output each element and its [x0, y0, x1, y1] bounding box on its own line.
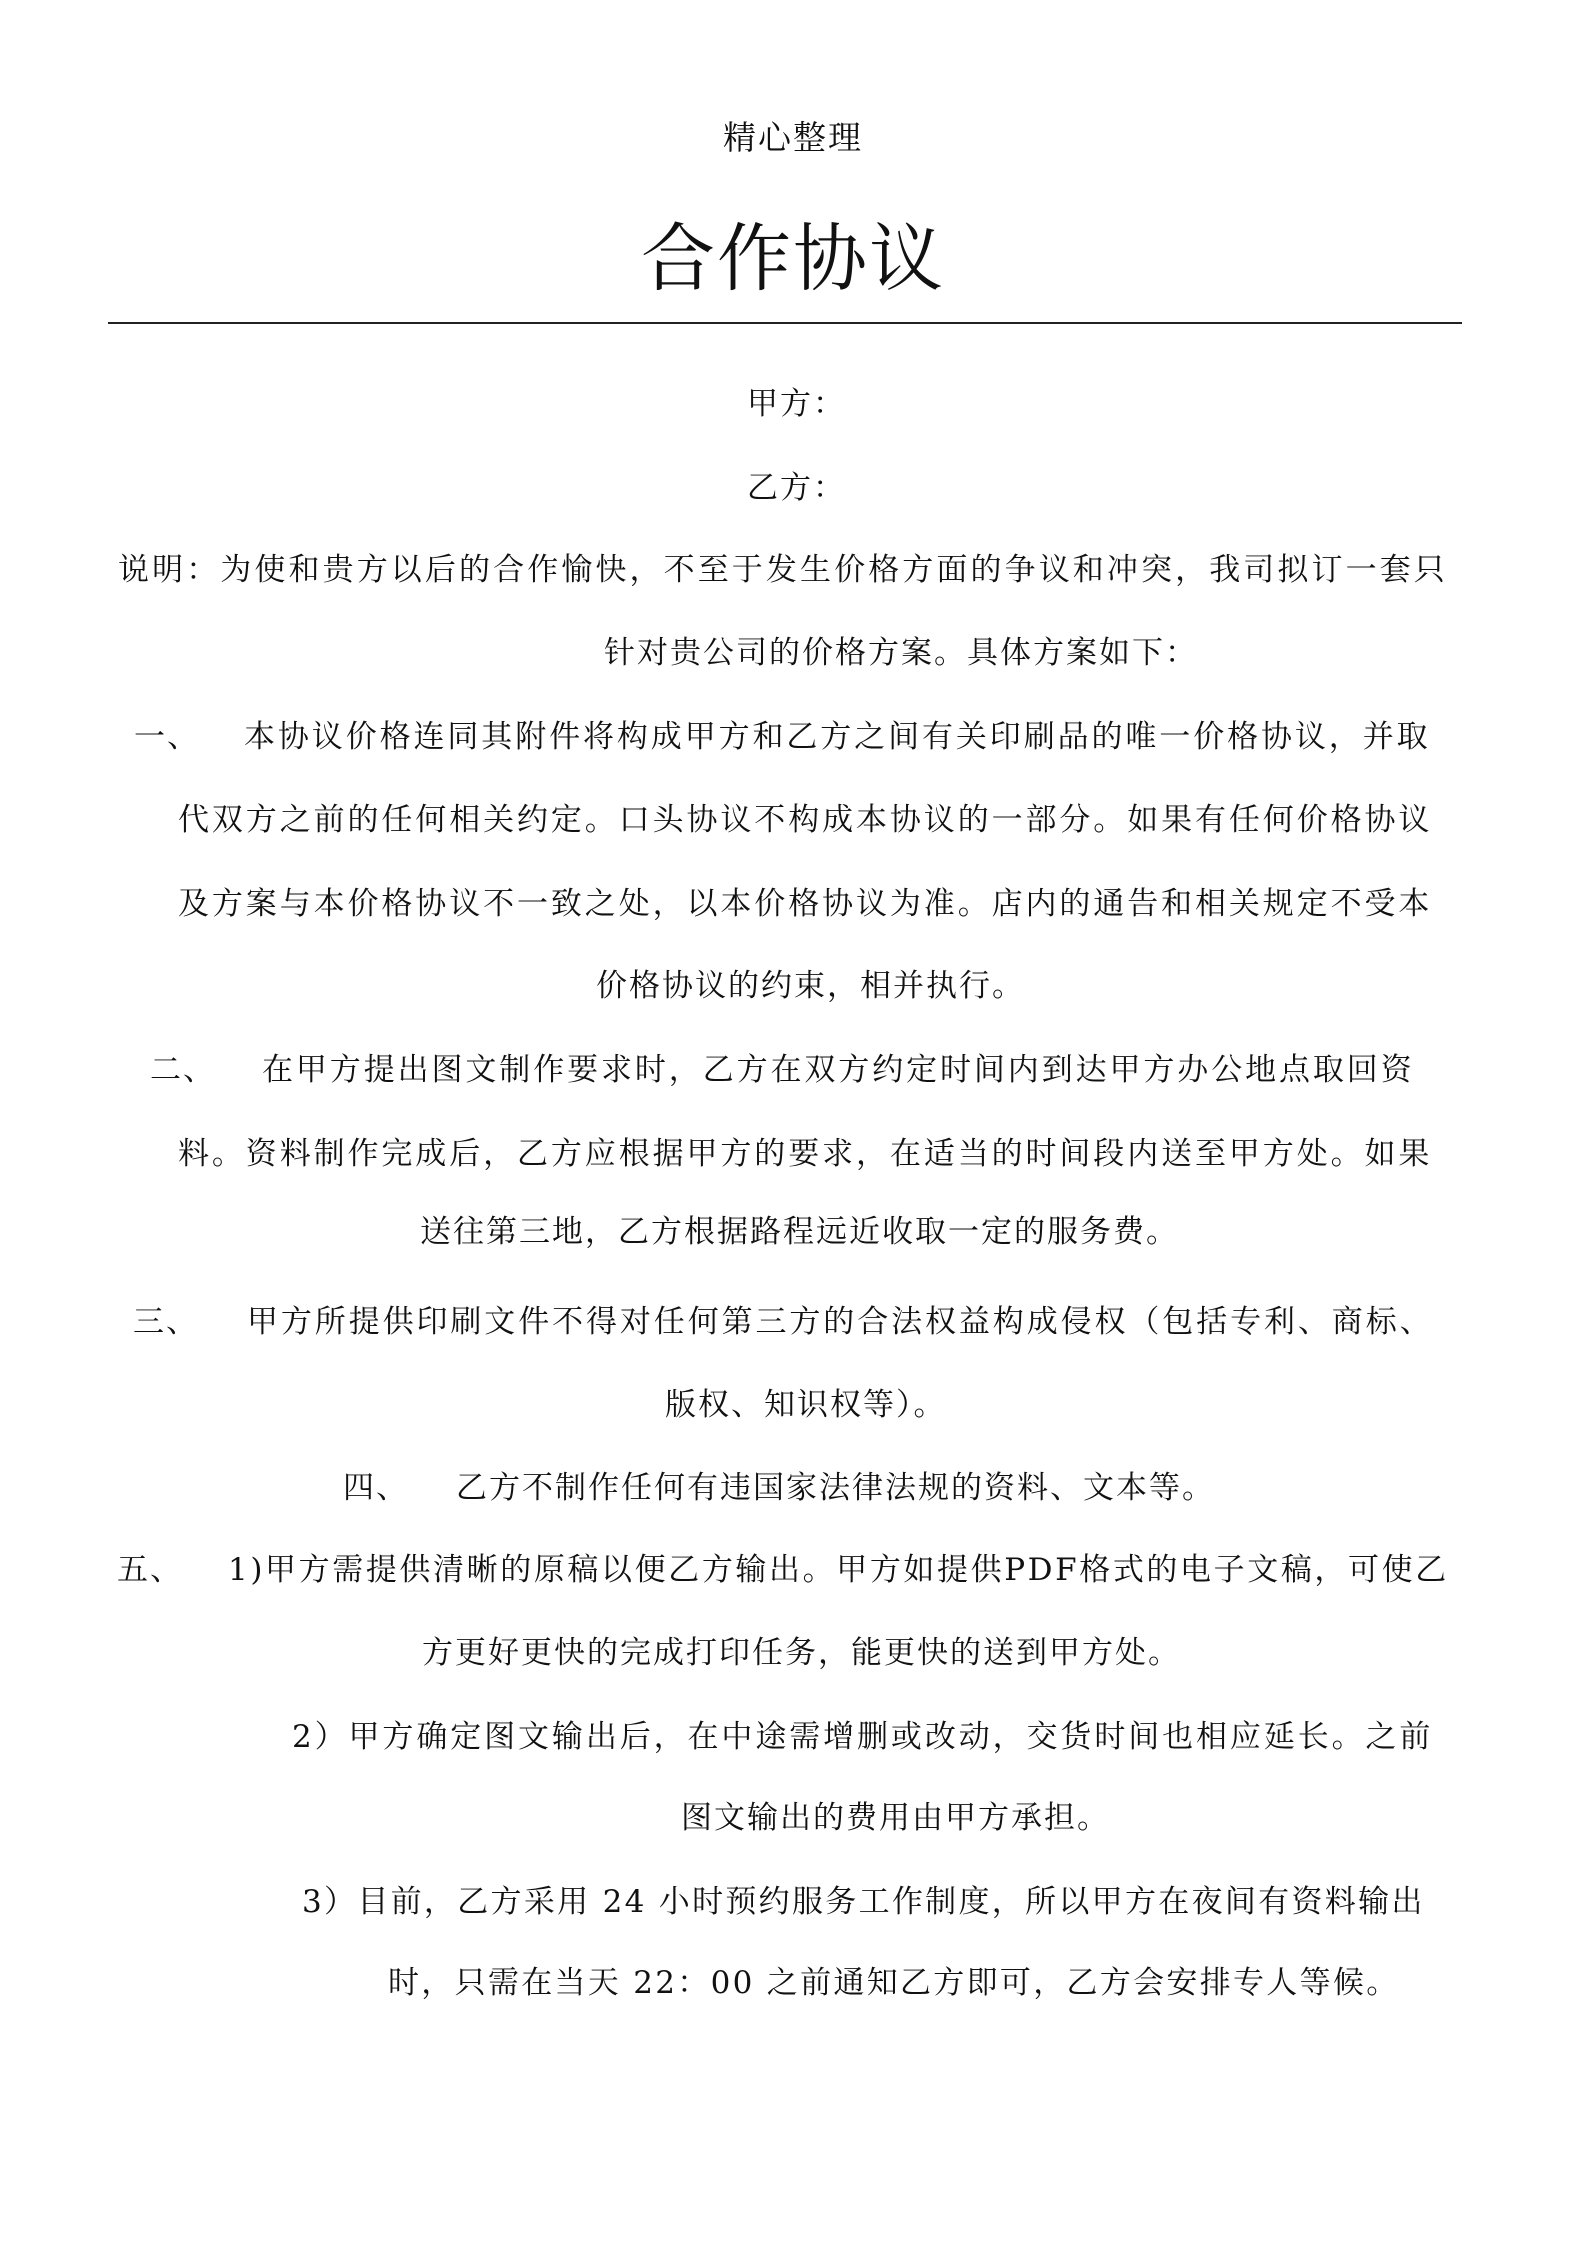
intro-line-1: 说明：为使和贵方以后的合作愉快，不至于发生价格方面的争议和冲突，我司拟订一套只: [118, 552, 1448, 588]
clause-number: 三、: [133, 1304, 199, 1340]
clause-line: 在甲方提出图文制作要求时，乙方在双方约定时间内到达甲方办公地点取回资: [262, 1052, 1415, 1088]
clause-line: 送往第三地，乙方根据路程远近收取一定的服务费。: [420, 1214, 1179, 1250]
clause-line: 方更好更快的完成打印任务，能更快的送到甲方处。: [422, 1635, 1181, 1671]
header-note: 精心整理: [723, 118, 863, 157]
document-title: 合作协议: [641, 216, 945, 302]
party-b-label: 乙方：: [747, 470, 846, 506]
party-a-label: 甲方：: [747, 386, 846, 422]
clause-number: 五、: [117, 1552, 183, 1588]
intro-line-2: 针对贵公司的价格方案。具体方案如下：: [604, 635, 1198, 671]
clause-line: 料。资料制作完成后，乙方应根据甲方的要求，在适当的时间段内送至甲方处。如果: [178, 1136, 1433, 1172]
clause-line: 甲方所提供印刷文件不得对任何第三方的合法权益构成侵权（包括专利、商标、: [247, 1304, 1434, 1340]
clause-line: 图文输出的费用由甲方承担。: [681, 1800, 1110, 1836]
clause-line: 价格协议的约束，相并执行。: [596, 968, 1025, 1004]
clause-line: 乙方不制作任何有违国家法律法规的资料、文本等。: [456, 1470, 1215, 1506]
clause-number: 二、: [150, 1052, 216, 1088]
clause-number: 一、: [134, 719, 200, 755]
clause-line: 1)甲方需提供清晰的原稿以便乙方输出。甲方如提供PDF格式的电子文稿，可使乙: [228, 1552, 1449, 1588]
clause-line: 及方案与本价格协议不一致之处，以本价格协议为准。店内的通告和相关规定不受本: [178, 886, 1433, 922]
clause-line: 2）甲方确定图文输出后，在中途需增删或改动，交货时间也相应延长。之前: [292, 1719, 1434, 1755]
clause-number: 四、: [343, 1470, 409, 1506]
clause-line: 时，只需在当天 22：00 之前通知乙方即可，乙方会安排专人等候。: [388, 1965, 1400, 2001]
clause-line: 版权、知识权等）。: [665, 1387, 947, 1423]
clause-line: 本协议价格连同其附件将构成甲方和乙方之间有关印刷品的唯一价格协议，并取: [244, 719, 1431, 755]
clause-line: 代双方之前的任何相关约定。口头协议不构成本协议的一部分。如果有任何价格协议: [178, 802, 1433, 838]
title-divider: [108, 322, 1462, 324]
clause-line: 3）目前，乙方采用 24 小时预约服务工作制度，所以甲方在夜间有资料输出: [302, 1884, 1425, 1920]
